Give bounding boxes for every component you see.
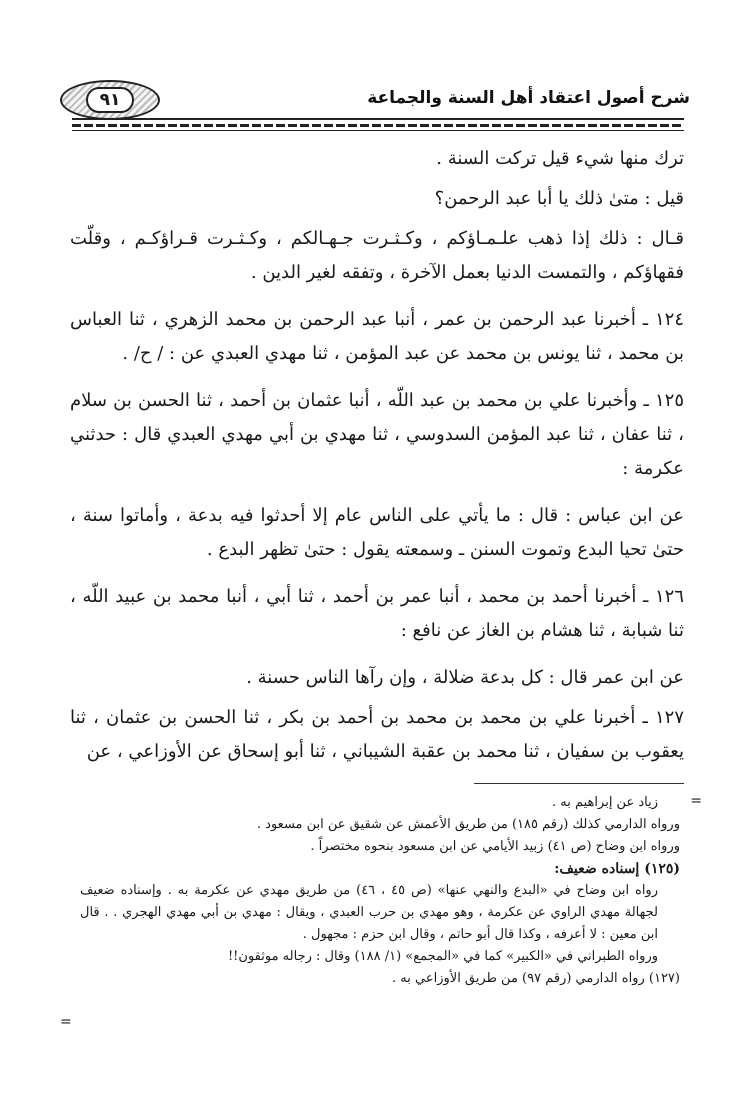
paragraph: ١٢٦ ـ أخبرنا أحمد بن محمد ، أنبا عمر بن أحمد ، ثنا أبي ، أنبا محمد بن عبيد اللّه ، ثنا شبابة ، ثنا هشام بن الغاز عن نافع : [70,586,684,641]
header-rule-bottom [72,130,684,131]
footnote-line: (١٢٧) رواه الدارمي (رقم ٩٧) من طريق الأوزاعي به . [392,971,680,986]
paragraph: ١٢٧ ـ أخبرنا علي بن محمد بن محمد بن أحمد بن بكر ، ثنا الحسن بن عثمان ، ثنا يعقوب بن سفيان ، ثنا محمد بن عقبة الشيباني ، ثنا أبو إسحاق عن الأوزاعي ، عن [70,707,684,762]
paragraph: قـال : ذلك إذا ذهب علـمـاؤكم ، وكـثـرت جـهـالكم ، وكـثـرت قـراؤكـم ، وقلّت فقهاؤكم ، والتمست الدنيا بعمل الآخرة ، وتفقه لغير الدين . [70,228,684,283]
header-rule-dashed [72,124,684,127]
paragraph: عن ابن عباس : قال : ما يأتي على الناس عام إلا أحدثوا فيه بدعة ، وأماتوا سنة ، حتىٰ تحيا البدع وتموت السنن ـ وسمعته يقول : حتىٰ تظهر البدع . [70,505,684,560]
paragraph: قيل : متىٰ ذلك يا أبا عبد الرحمن؟ [434,188,684,209]
continuation-mark-bottom: = [60,1014,72,1030]
footnote-line: ورواه ابن وضاح (ص ٤١) زبيد الأيامي عن ابن مسعود بنحوه مختصراً . [310,839,680,854]
continuation-mark-top: = [690,793,702,809]
paragraph: ترك منها شيء قيل تركت السنة . [436,148,684,169]
page-number: ٩١ [86,87,135,113]
footnote-line: زياد عن إبراهيم به . [552,795,658,810]
header-rule-top [72,118,684,120]
footnote-separator [474,783,684,784]
main-text [70,142,684,782]
footnote-line: ورواه الطبراني في «الكبير» كما في «المجمع» (١/ ١٨٨) وقال : رجاله موثقون!! [227,949,658,964]
paragraph: عن ابن عمر قال : كل بدعة ضلالة ، وإن رآها الناس حسنة . [246,667,684,688]
paragraph: ١٢٥ ـ وأخبرنا علي بن محمد بن عبد اللّه ، أنبا عثمان بن أحمد ، ثنا الحسن بن سلام ، ثنا عفان ، ثنا عبد المؤمن السدوسي ، ثنا مهدي بن أبي مهدي العبدي قال : حدثني عكرمة : [70,390,684,479]
footnote-line: ورواه الدارمي كذلك (رقم ١٨٥) من طريق الأعمش عن شقيق عن ابن مسعود . [256,817,680,832]
page-number-badge [60,80,160,120]
footnotes [80,792,680,990]
footnote-heading: (١٢٥) إسناده ضعيف: [554,861,680,877]
paragraph: ١٢٤ ـ أخبرنا عبد الرحمن بن عمر ، أنبا عبد الرحمن بن محمد الزهري ، ثنا العباس بن محمد ، ثنا يونس بن محمد عن عبد المؤمن ، ثنا مهدي العبدي عن : / ح/ . [70,309,684,364]
footnote-line: رواه ابن وضاح في «البدع والنهي عنها» (ص ٤٥ ، ٤٦) من طريق مهدي عن عكرمة به . وإسناده ضعيف لجهالة مهدي الراوي عن عكرمة ، وهو مهدي بن حرب العبدي ، ويقال : مهدي بن أبي مهدي الهجري . . قال ابن معين : لا أعرفه ، وكذا قال أبو حاتم ، وقال ابن حزم : مجهول . [80,883,658,942]
running-header-title: شرح أصول اعتقاد أهل السنة والجماعة [367,88,690,108]
